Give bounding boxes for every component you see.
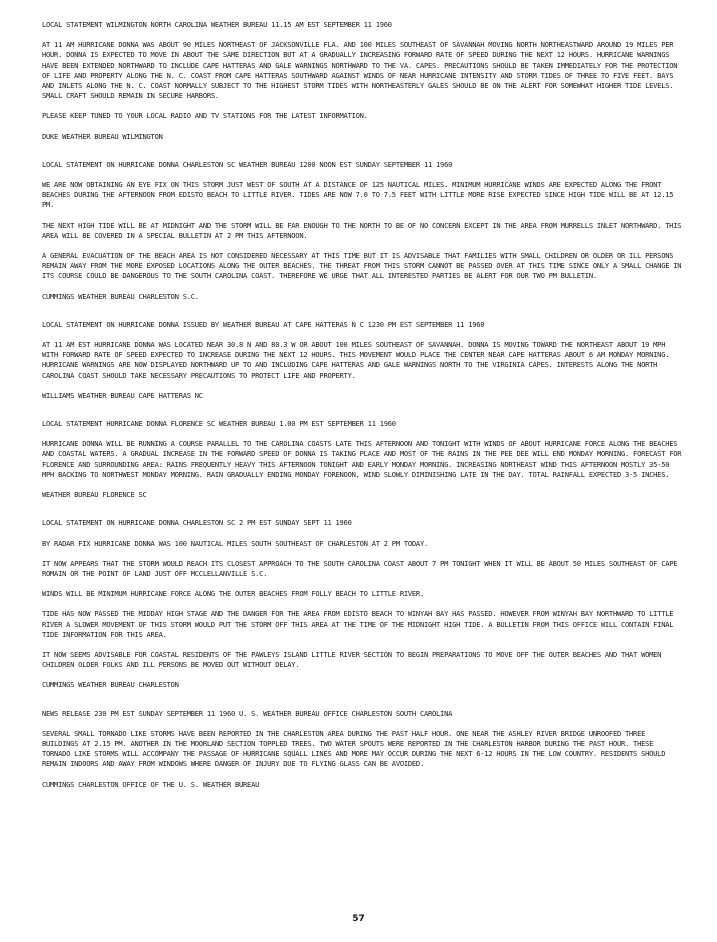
statement-signature: CUMMINGS WEATHER BUREAU CHARLESTON — [42, 680, 179, 690]
statement-paragraph: WINDS WILL BE MINIMUM HURRICANE FORCE ALONG THE OUTER BEACHES FROM FOLLY BEACH TO LITTLE RIVER. — [42, 589, 424, 599]
statement-paragraph: PLEASE KEEP TUNED TO YOUR LOCAL RADIO AND TV STATIONS FOR THE LATEST INFORMATION. — [42, 111, 368, 121]
statement-paragraph: THE NEXT HIGH TIDE WILL BE AT MIDNIGHT AND THE STORM WILL BE FAR ENOUGH TO THE NORTH TO BE OF NO CONCERN EXCEPT IN THE AREA FROM MURRELLS INLET NORTHWARD. THIS AREA WILL BE COVERED IN A SPECIAL BULLETIN AT 2 PM THIS AFTERNOON. — [42, 220, 682, 240]
statement-paragraph: WE ARE NOW OBTAINING AN EYE FIX ON THIS STORM JUST WEST OF SOUTH AT A DISTANCE OF 125 NAUTICAL MILES. MINIMUM HURRICANE WINDS ARE EXPECTED ALONG THE FRONT BEACHES DURING THE AFTERNOON FROM EDISTO BEACH TO LITTLE RIVER. TIDES ARE NOW 7.0 TO 7.5 FEET WITH LITTLE MORE RISE EXPECTED SINCE HIGH TIDE WILL BE AT 12.15 PM. — [42, 180, 674, 210]
statement-heading: LOCAL STATEMENT ON HURRICANE DONNA CHARLESTON SC 2 PM EST SUNDAY SEPT 11 1960 — [42, 518, 352, 528]
statement-paragraph: HURRICANE DONNA WILL BE RUNNING A COURSE PARALLEL TO THE CAROLINA COASTS LATE THIS AFTERNOON AND TONIGHT WITH WINDS OF ABOUT HURRICANE FORCE ALONG THE BEACHES AND COASTAL WATERS. A GRADUAL INCREASE IN THE FORWARD SPEED OF DONNA IS TAKING PLACE AND MOST OF THE RAINS IN THE PEE DEE WILL END MONDAY MORNING. FORECAST FOR FLORENCE AND SURROUNDING AREA: RAINS FREQUENTLY HEAVY THIS AFTERNOON TONIGHT AND EARLY MONDAY MORNING. INCREASING NORTHEAST WIND THIS AFTERNOON MOSTLY 35-50 MPH BACKING TO NORTHWEST MONDAY MORNING. RAIN GRADUALLY ENDING MONDAY FORENOON, WIND SLOWLY DIMINISHING LATE IN THE DAY. TOTAL RAINFALL EXPECTED 3-5 INCHES. — [42, 439, 682, 479]
statement-paragraph: TIDE HAS NOW PASSED THE MIDDAY HIGH STAGE AND THE DANGER FOR THE AREA FROM EDISTO BEACH TO WINYAH BAY HAS PASSED. HOWEVER FROM WINYAH BAY NORTHWARD TO LITTLE RIVER A SLOWER MOVEMENT OF THIS STORM WOULD PUT THE STORM OFF THIS AREA AT THE TIME OF THE MIDNIGHT HIGH TIDE. A BULLETIN FROM THIS OFFICE WILL CONTAIN FINAL TIDE INFORMATION FOR THIS AREA. — [42, 609, 674, 639]
statement-heading: NEWS RELEASE 230 PM EST SUNDAY SEPTEMBER 11 1960 U. S. WEATHER BUREAU OFFICE CHARLESTON SOUTH CAROLINA — [42, 708, 453, 718]
statement-paragraph: IT NOW SEEMS ADVISABLE FOR COASTAL RESIDENTS OF THE PAWLEYS ISLAND LITTLE RIVER SECTION TO BEGIN PREPARATIONS TO MOVE OFF THE OUTER BEACHES AND THAT WOMEN CHILDREN OLDER FOLKS AND ILL PERSONS BE MOVED OUT WITHOUT DELAY. — [42, 649, 662, 670]
statement-florence — [42, 419, 682, 500]
statement-heading: LOCAL STATEMENT WILMINGTON NORTH CAROLINA WEATHER BUREAU 11.15 AM EST SEPTEMBER 11 1960 — [42, 20, 392, 29]
statement-heading: LOCAL STATEMENT ON HURRICANE DONNA CHARLESTON SC WEATHER BUREAU 1200 NOON EST SUNDAY SEPTEMBER 11 1960 — [42, 159, 453, 169]
statement-cape-hatteras — [42, 320, 682, 401]
news-release-charleston — [42, 709, 682, 790]
page-number: 57 — [352, 914, 365, 924]
statement-wilmington — [42, 20, 682, 142]
statement-paragraph: BY RADAR FIX HURRICANE DONNA WAS 100 NAUTICAL MILES SOUTH SOUTHEAST OF CHARLESTON AT 2 PM TODAY. — [42, 538, 428, 548]
document-page — [42, 20, 682, 808]
statement-paragraph: AT 11 AM EST HURRICANE DONNA WAS LOCATED NEAR 30.8 N AND 80.3 W OR ABOUT 100 MILES SOUTHEAST OF SAVANNAH. DONNA IS MOVING TOWARD THE NORTHEAST ABOUT 19 MPH WITH FORWARD RATE OF SPEED EXPECTED TO INCREASE DURING THE NEXT 12 HOURS. THIS MOVEMENT WOULD PLACE THE CENTER NEAR CAPE HATTERAS ABOUT 6 AM MONDAY MORNING. HURRICANE WARNINGS ARE NOW DISPLAYED NORTHWARD UP TO AND INCLUDING CAPE HATTERAS AND GALE WARNINGS NORTH TO THE VIRGINIA CAPES. INTERESTS ALONG THE NORTH CAROLINA COAST SHOULD TAKE NECESSARY PRECAUTIONS TO PROTECT LIFE AND PROPERTY. — [42, 340, 670, 380]
statement-charleston-noon — [42, 160, 682, 302]
statement-signature: CUMMINGS CHARLESTON OFFICE OF THE U. S. WEATHER BUREAU — [42, 779, 260, 789]
statement-paragraph: AT 11 AM HURRICANE DONNA WAS ABOUT 90 MILES NORTHEAST OF JACKSONVILLE FLA. AND 100 MILES SOUTHEAST OF SAVANNAH MOVING NORTH NORTHEASTWARD AROUND 19 MILES PER HOUR. DONNA IS EXPECTED TO MOVE IN ABOUT THE SAME DIRECTION BUT AT A GRADUALLY INCREASING FORWARD RATE OF SPEED DURING THE NEXT 12 HOURS. HURRICANE WARNINGS HAVE BEEN EXTENDED NORTHWARD TO INCLUDE CAPE HATTERAS AND GALE WARNINGS NORTHWARD TO THE VA. CAPES. PRECAUTIONS SHOULD BE TAKEN IMMEDIATELY FOR THE PROTECTION OF LIFE AND PROPERTY ALONG THE N. C. COAST FROM CAPE HATTERAS SOUTHWARD AGAINST WINDS OF NEAR HURRICANE INTENSITY AND STORM TIDES OF THREE TO FIVE FEET. BAYS AND INLETS ALONG THE N. C. COAST NORMALLY SUBJECT TO THE HIGHEST STORM TIDES WITH NORTHEASTERLY GALES SHOULD BE ON THE ALERT FOR SOMEWHAT HIGHER TIDE LEVELS. SMALL CRAFT SHOULD REMAIN IN SECURE HARBORS. — [42, 40, 678, 101]
statement-charleston-2pm — [42, 518, 682, 690]
statement-signature: DUKE WEATHER BUREAU WILMINGTON — [42, 131, 163, 141]
statement-signature: CUMMINGS WEATHER BUREAU CHARLESTON S.C. — [42, 291, 199, 301]
statement-heading: LOCAL STATEMENT ON HURRICANE DONNA ISSUED BY WEATHER BUREAU AT CAPE HATTERAS N C 1230 PM EST SEPTEMBER 11 1960 — [42, 319, 485, 329]
statement-paragraph: A GENERAL EVACUATION OF THE BEACH AREA IS NOT CONSIDERED NECESSARY AT THIS TIME BUT IT IS ADVISABLE THAT FAMILIES WITH SMALL CHILDREN OR OLDER OR ILL PERSONS REMAIN AWAY FROM THE MORE EXPOSED LOCATIONS ALONG THE OUTER BEACHES. THE THREAT FROM THIS STORM CANNOT BE PASSED OVER AT THIS TIME SINCE ONLY A SMALL CHANGE IN ITS COURSE COULD BE DANGEROUS TO THE SOUTH CAROLINA COAST. THEREFORE WE URGE THAT ALL INTERESTED PARTIES BE ALERT FOR OUR TWO PM BULLETIN. — [42, 251, 682, 281]
statement-paragraph: IT NOW APPEARS THAT THE STORM WOULD REACH ITS CLOSEST APPROACH TO THE SOUTH CAROLINA COAST ABOUT 7 PM TONIGHT WHEN IT WILL BE ABOUT 50 MILES SOUTHEAST OF CAPE ROMAIN OR THE POINT OF LAND JUST OFF MCCLELLANVILLE S.C. — [42, 558, 678, 578]
statement-signature: WEATHER BUREAU FLORENCE SC — [42, 490, 147, 500]
statement-heading: LOCAL STATEMENT HURRICANE DONNA FLORENCE SC WEATHER BUREAU 1.00 PM EST SEPTEMBER 11 1960 — [42, 419, 396, 429]
statement-paragraph: SEVERAL SMALL TORNADO LIKE STORMS HAVE BEEN REPORTED IN THE CHARLESTON AREA DURING THE PAST HALF HOUR. ONE NEAR THE ASHLEY RIVER BRIDGE UNROOFED THREE BUILDINGS AT 2.15 PM. ANOTHER IN THE MOORLAND SECTION TOPPLED TREES. TWO WATER SPOUTS WERE REPORTED IN THE CHARLESTON HARBOR DURING THE PAST HOUR. THESE TORNADO LIKE STORMS WILL ACCOMPANY THE PASSAGE OF HURRICANE SQUALL LINES AND MORE MAY OCCUR DURING THE NEXT 6-12 HOURS IN THE LOW COUNTRY. RESIDENTS SHOULD REMAIN INDOORS AND AWAY FROM WINDOWS WHERE DANGER OF INJURY DUE TO FLYING GLASS CAN BE AVOIDED. — [42, 728, 666, 769]
statement-signature: WILLIAMS WEATHER BUREAU CAPE HATTERAS NC — [42, 390, 203, 400]
